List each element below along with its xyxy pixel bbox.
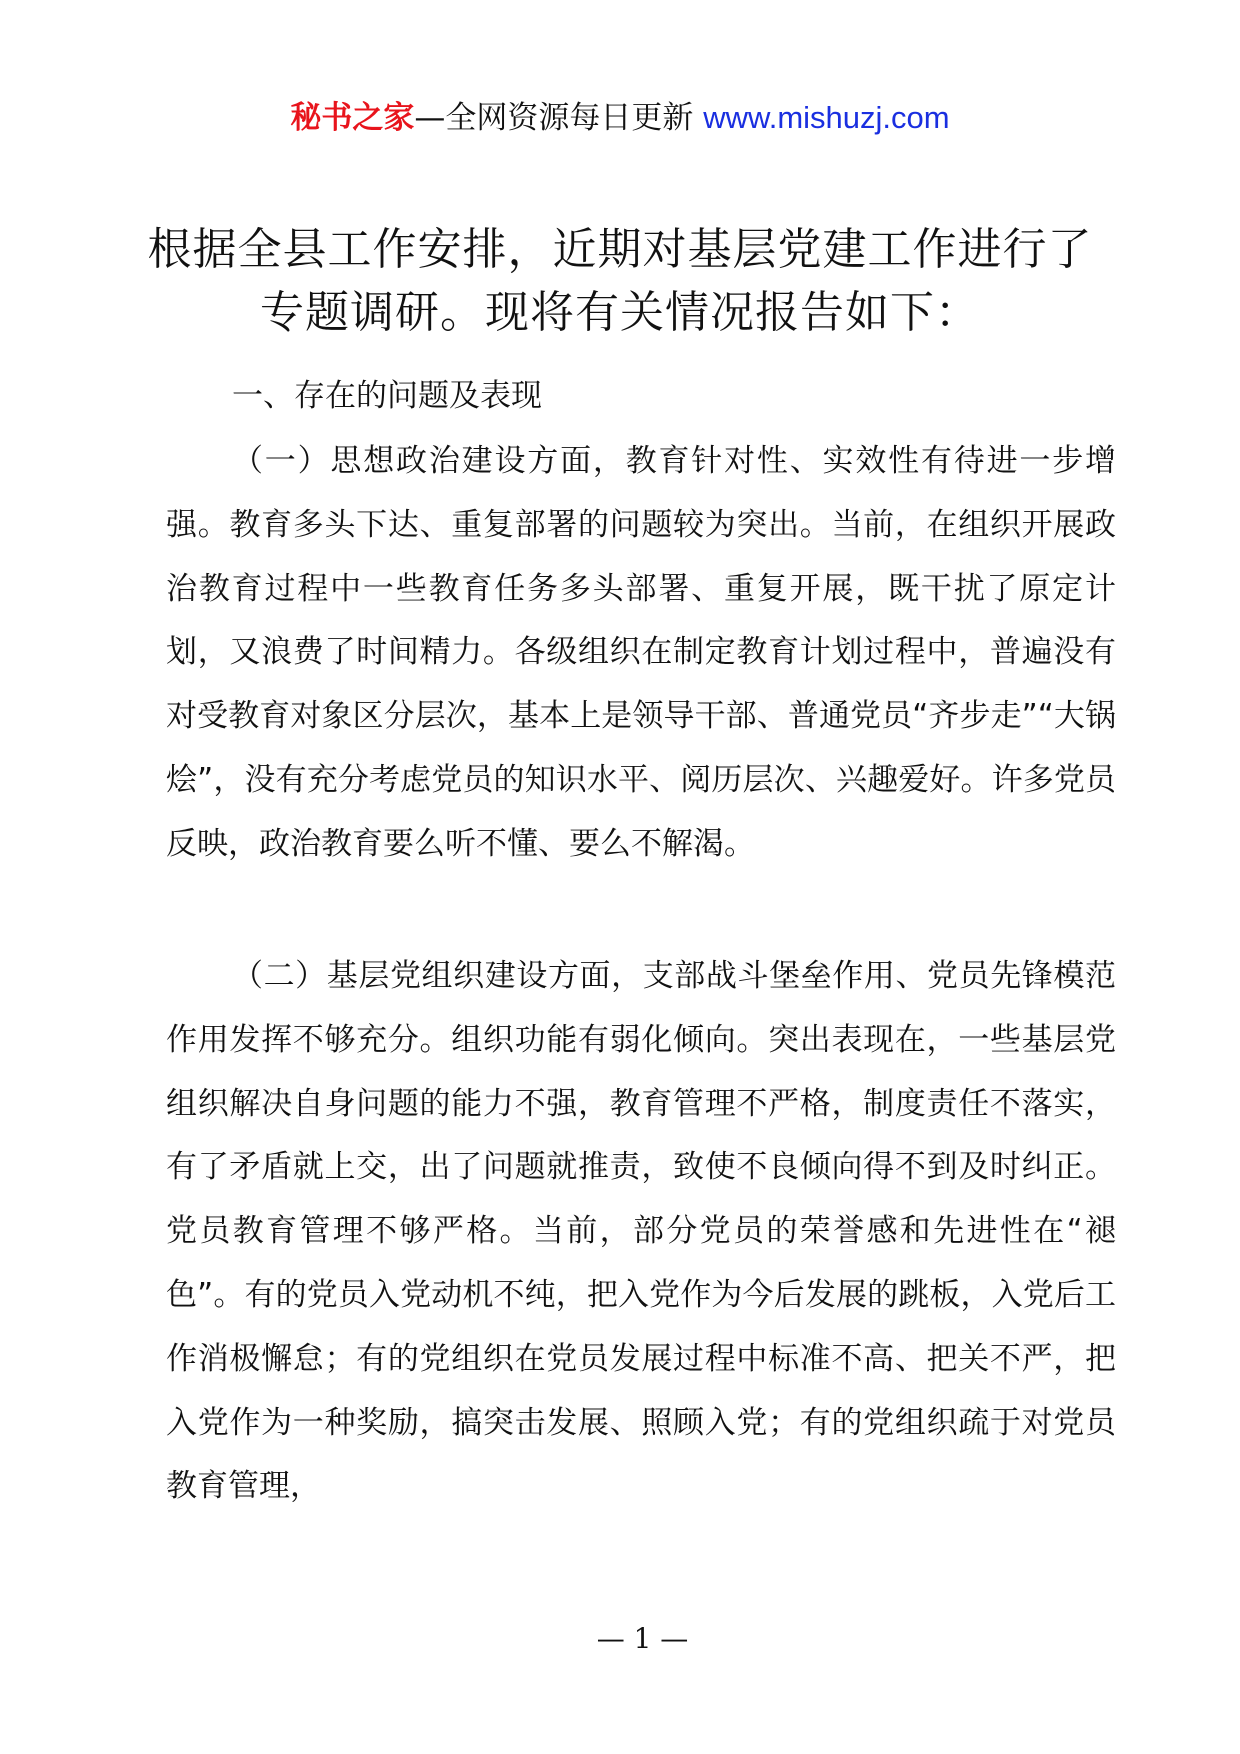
body-paragraph-1: （一）思想政治建设方面，教育针对性、实效性有待进一步增强。教育多头下达、重复部署的问题较为突出。当前，在组织开展政治教育过程中一些教育任务多头部署、重复开展，既干扰了原定计划，又浪费了时间精力。各级组织在制定教育计划过程中，普遍没有对受教育对象区分层次，基本上是领导干部、普通党员“齐步走”“大锅烩”，没有充分考虑党员的知识水平、阅历层次、兴趣爱好。许多党员反映，政治教育要么听不懂、要么不解渴。	[166, 443, 1116, 862]
site-slogan: —全网资源每日更新	[414, 100, 704, 136]
section-heading: 一、存在的问题及表现	[232, 378, 542, 414]
site-brand: 秘书之家	[290, 100, 415, 136]
site-header	[0, 98, 1240, 138]
body-paragraph-2: （二）基层党组织建设方面，支部战斗堡垒作用、党员先锋模范作用发挥不够充分。组织功能有弱化倾向。突出表现在，一些基层党组织解决自身问题的能力不强，教育管理不严格，制度责任不落实，有了矛盾就上交，出了问题就推责，致使不良倾向得不到及时纠正。党员教育管理不够严格。当前，部分党员的荣誉感和先进性在“褪色”。有的党员入党动机不纯，把入党作为今后发展的跳板，入党后工作消极懈怠；有的党组织在党员发展过程中标准不高、把关不严，把入党作为一种奖励，搞突击发展、照顾入党；有的党组织疏于对党员教育管理，	[166, 958, 1116, 1505]
site-url[interactable]: www.mishuzj.com	[703, 100, 950, 135]
document-title: 根据全县工作安排，近期对基层党建工作进行了专题调研。现将有关情况报告如下：	[147, 224, 1093, 338]
page-number: — 1 —	[596, 1622, 689, 1655]
